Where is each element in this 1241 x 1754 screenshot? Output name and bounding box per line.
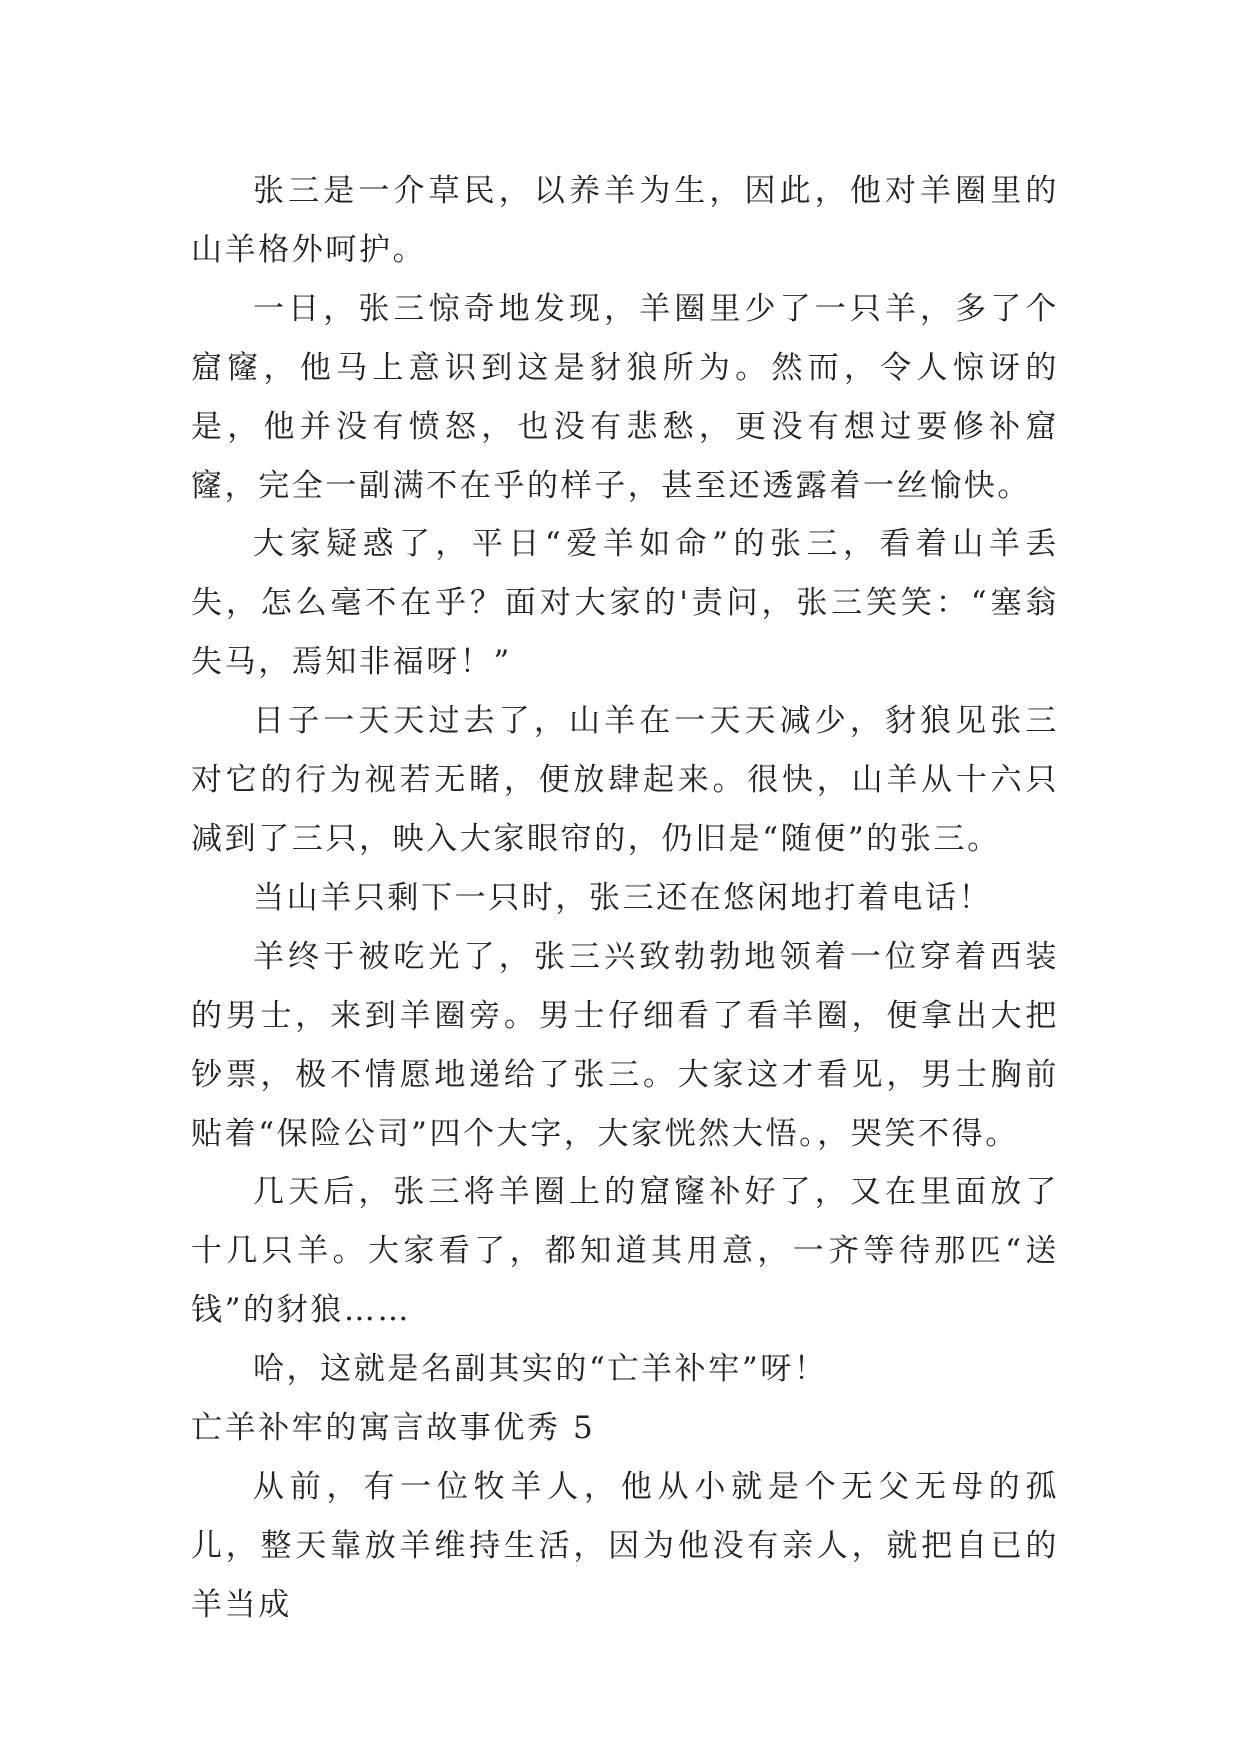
paragraph: 当山羊只剩下一只时，张三还在悠闲地打着电话！ <box>253 879 993 916</box>
paragraph: 大家疑惑了，平日“爱羊如命”的张三，看着山羊丢失，怎么毫不在乎？面对大家的'责问，张三笑笑：“塞翁失马，焉知非福呀！” <box>191 526 1059 681</box>
paragraph: 日子一天天过去了，山羊在一天天减少，豺狼见张三对它的行为视若无睹，便放肆起来。很快，山羊从十六只减到了三只，映入大家眼帘的，仍旧是“随便”的张三。 <box>191 703 1059 857</box>
paragraph: 一日，张三惊奇地发现，羊圈里少了一只羊，多了个窟窿，他马上意识到这是豺狼所为。然而，令人惊讶的是，他并没有愤怒，也没有悲愁，更没有想过要修补窟窿，完全一副满不在乎的样子，甚至还透露着一丝愉快。 <box>191 290 1059 504</box>
document-body <box>191 162 1059 1635</box>
section-heading: 亡羊补牢的寓言故事优秀 5 <box>191 1410 596 1447</box>
paragraph: 羊终于被吃光了，张三兴致勃勃地领着一位穿着西装的男士，来到羊圈旁。男士仔细看了看羊圈，便拿出大把钞票，极不情愿地递给了张三。大家这才看见，男士胸前贴着“保险公司”四个大字，大家恍然大悟。，哭笑不得。 <box>191 938 1059 1152</box>
paragraph: 张三是一介草民，以养羊为生，因此，他对羊圈里的山羊格外呵护。 <box>191 173 1059 268</box>
paragraph: 哈，这就是名副其实的“亡羊补牢”呀！ <box>253 1351 828 1388</box>
paragraph: 从前，有一位牧羊人，他从小就是个无父无母的孤儿，整天靠放羊维持生活，因为他没有亲人，就把自已的羊当成 <box>191 1468 1059 1623</box>
paragraph: 几天后，张三将羊圈上的窟窿补好了，又在里面放了十几只羊。大家看了，都知道其用意，一齐等待那匹“送钱”的豺狼…… <box>191 1174 1059 1329</box>
